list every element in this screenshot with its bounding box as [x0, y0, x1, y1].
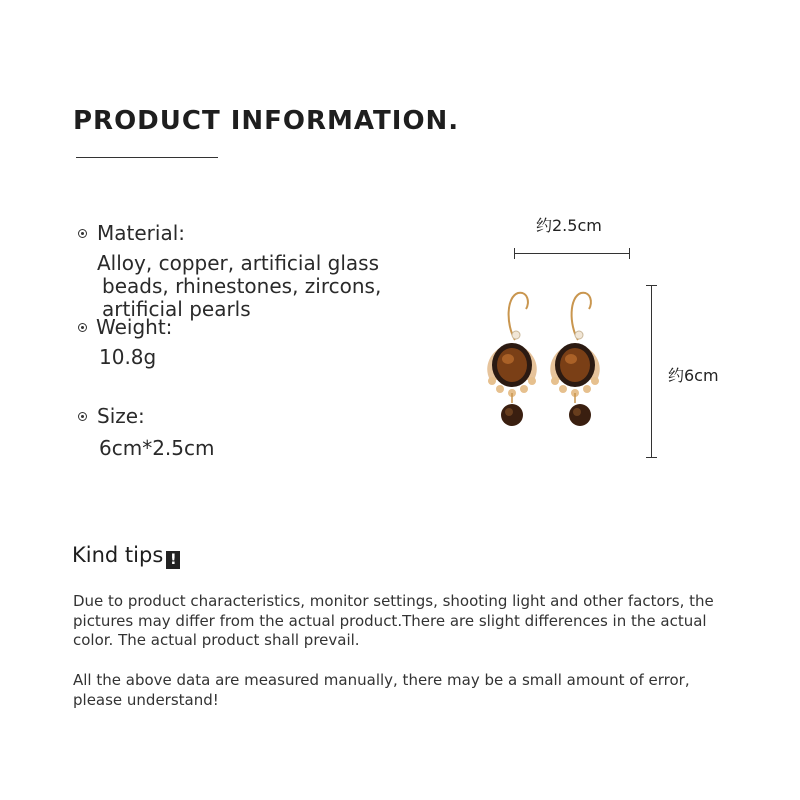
- page-title: PRODUCT INFORMATION.: [73, 106, 460, 136]
- bullet-icon: [78, 323, 87, 332]
- height-tick-bottom: [646, 457, 657, 458]
- material-line-3: artificial pearls: [102, 297, 251, 321]
- width-dimension-line: [514, 253, 630, 254]
- material-label: Material:: [97, 221, 185, 245]
- weight-label: Weight:: [96, 315, 173, 339]
- material-line-1: Alloy, copper, artificial glass: [97, 251, 379, 275]
- width-tick-left: [514, 248, 515, 259]
- height-dimension-line: [651, 285, 652, 457]
- earrings-image: [470, 285, 620, 435]
- right-earring: [550, 293, 600, 426]
- kind-tips-heading: [72, 543, 180, 569]
- weight-value: 10.8g: [99, 345, 157, 369]
- measurement-note: All the above data are measured manually, there may be a small amount of error, please understand!: [73, 671, 690, 709]
- bullet-icon: [78, 412, 87, 421]
- kind-tips-title: Kind tips: [72, 543, 164, 567]
- width-dimension-label: 约2.5cm: [536, 216, 602, 235]
- disclaimer-paragraph: Due to product characteristics, monitor settings, shooting light and other factors, the pictures may differ from the actual product.There are slight differences in the actual color. The actual product shall prevail.: [73, 592, 714, 649]
- material-line-2: beads, rhinestones, zircons,: [102, 274, 382, 298]
- size-label: Size:: [97, 404, 145, 428]
- width-tick-right: [629, 248, 630, 259]
- exclamation-icon: !: [166, 551, 180, 569]
- title-divider: [76, 157, 218, 158]
- left-earring: [487, 293, 537, 426]
- size-value: 6cm*2.5cm: [99, 436, 215, 460]
- height-tick-top: [646, 285, 657, 286]
- height-dimension-label: 约6cm: [668, 366, 719, 385]
- bullet-icon: [78, 229, 87, 238]
